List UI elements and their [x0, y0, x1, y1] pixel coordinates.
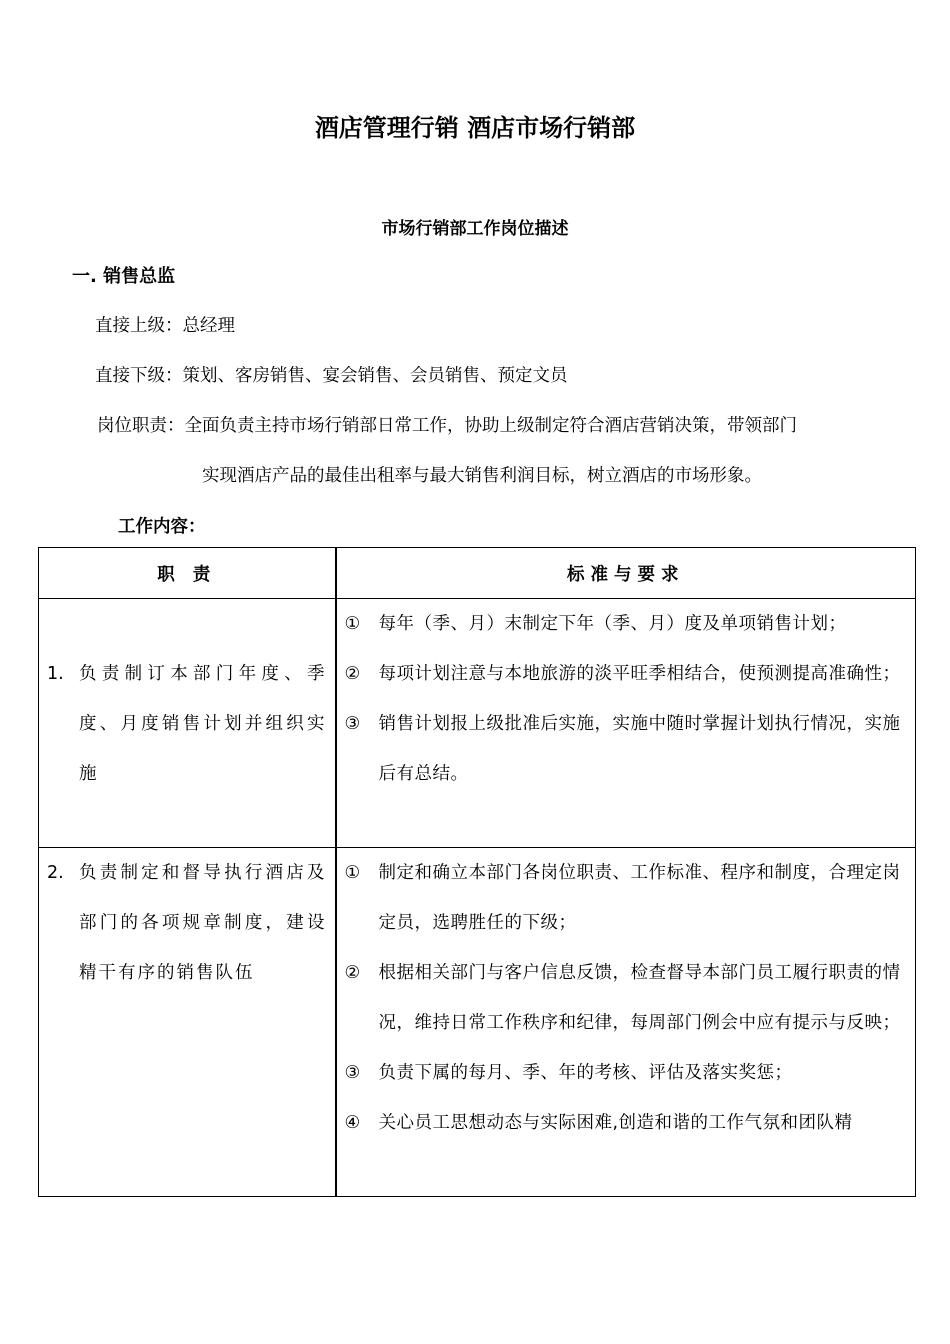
direct-superior-label: 直接上级： [95, 316, 183, 336]
standard-text: 每年（季、月）末制定下年（季、月）度及单项销售计划； [378, 614, 847, 634]
standard-mark: ① [344, 863, 361, 883]
standard-item [337, 848, 916, 948]
table-row [39, 848, 916, 1197]
standard-item [337, 649, 916, 699]
standard-mark: ② [344, 963, 361, 983]
work-content-label: 工作内容： [118, 517, 206, 537]
standard-text: 每项计划注意与本地旅游的淡平旺季相结合，使预测提高准确性； [378, 664, 901, 684]
duty-number: 1. [47, 664, 64, 684]
standard-text: 销售计划报上级批准后实施，实施中随时掌握计划执行情况，实施后有总结。 [378, 714, 901, 784]
standard-item [337, 1048, 916, 1098]
direct-subordinate-label: 直接下级： [95, 366, 183, 386]
standard-text: 根据相关部门与客户信息反馈，检查督导本部门员工履行职责的情况，维持日常工作秩序和纪律，每周部门例会中应有提示与反映； [378, 963, 901, 1033]
standard-mark: ④ [344, 1113, 361, 1133]
duty-cell [39, 848, 336, 1197]
duty-text: 负责制定和督导执行酒店及部门的各项规章制度，建设精干有序的销售队伍 [79, 863, 327, 983]
standard-text: 关心员工思想动态与实际困难,创造和谐的工作气氛和团队精 [378, 1113, 853, 1133]
duties-table [38, 547, 916, 1197]
standards-cell [336, 848, 916, 1197]
standard-mark: ① [344, 614, 361, 634]
table-row [39, 599, 916, 848]
section-heading: 一. 销售总监 [72, 266, 176, 287]
direct-subordinate-line [95, 362, 568, 387]
standard-text: 制定和确立本部门各岗位职责、工作标准、程序和制度，合理定岗定员，选聘胜任的下级； [378, 863, 901, 933]
document-subtitle: 市场行销部工作岗位描述 [381, 219, 569, 239]
standard-mark: ② [344, 664, 361, 684]
duty-summary-line1 [97, 412, 797, 437]
direct-subordinate-value: 策划、客房销售、宴会销售、会员销售、预定文员 [182, 366, 568, 386]
direct-superior-value: 总经理 [182, 316, 235, 336]
standard-item [337, 948, 916, 1048]
duty-summary-label: 岗位职责： [97, 416, 185, 436]
standards-cell [336, 599, 916, 848]
standard-item [337, 1098, 916, 1148]
standard-text: 负责下属的每月、季、年的考核、评估及落实奖惩； [378, 1063, 793, 1083]
standard-item [337, 699, 916, 799]
duty-text: 负责制订本部门年度、季度、月度销售计划并组织实施 [79, 664, 327, 784]
duty-summary-text1: 全面负责主持市场行销部日常工作，协助上级制定符合酒店营销决策，带领部门 [184, 416, 797, 436]
standard-mark: ③ [344, 1063, 361, 1083]
table-header-row [39, 548, 916, 599]
duty-summary-text2: 实现酒店产品的最佳出租率与最大销售利润目标，树立酒店的市场形象。 [202, 466, 762, 486]
document-title: 酒店管理行销 酒店市场行销部 [314, 114, 636, 142]
header-standards: 标准与要求 [336, 548, 916, 599]
header-duty: 职 责 [39, 548, 336, 599]
duty-item [39, 848, 335, 998]
standard-item [337, 599, 916, 649]
direct-superior-line [95, 312, 235, 337]
duty-number: 2. [47, 863, 64, 883]
duty-item [39, 599, 335, 799]
duty-cell [39, 599, 336, 848]
standard-mark: ③ [344, 714, 361, 734]
